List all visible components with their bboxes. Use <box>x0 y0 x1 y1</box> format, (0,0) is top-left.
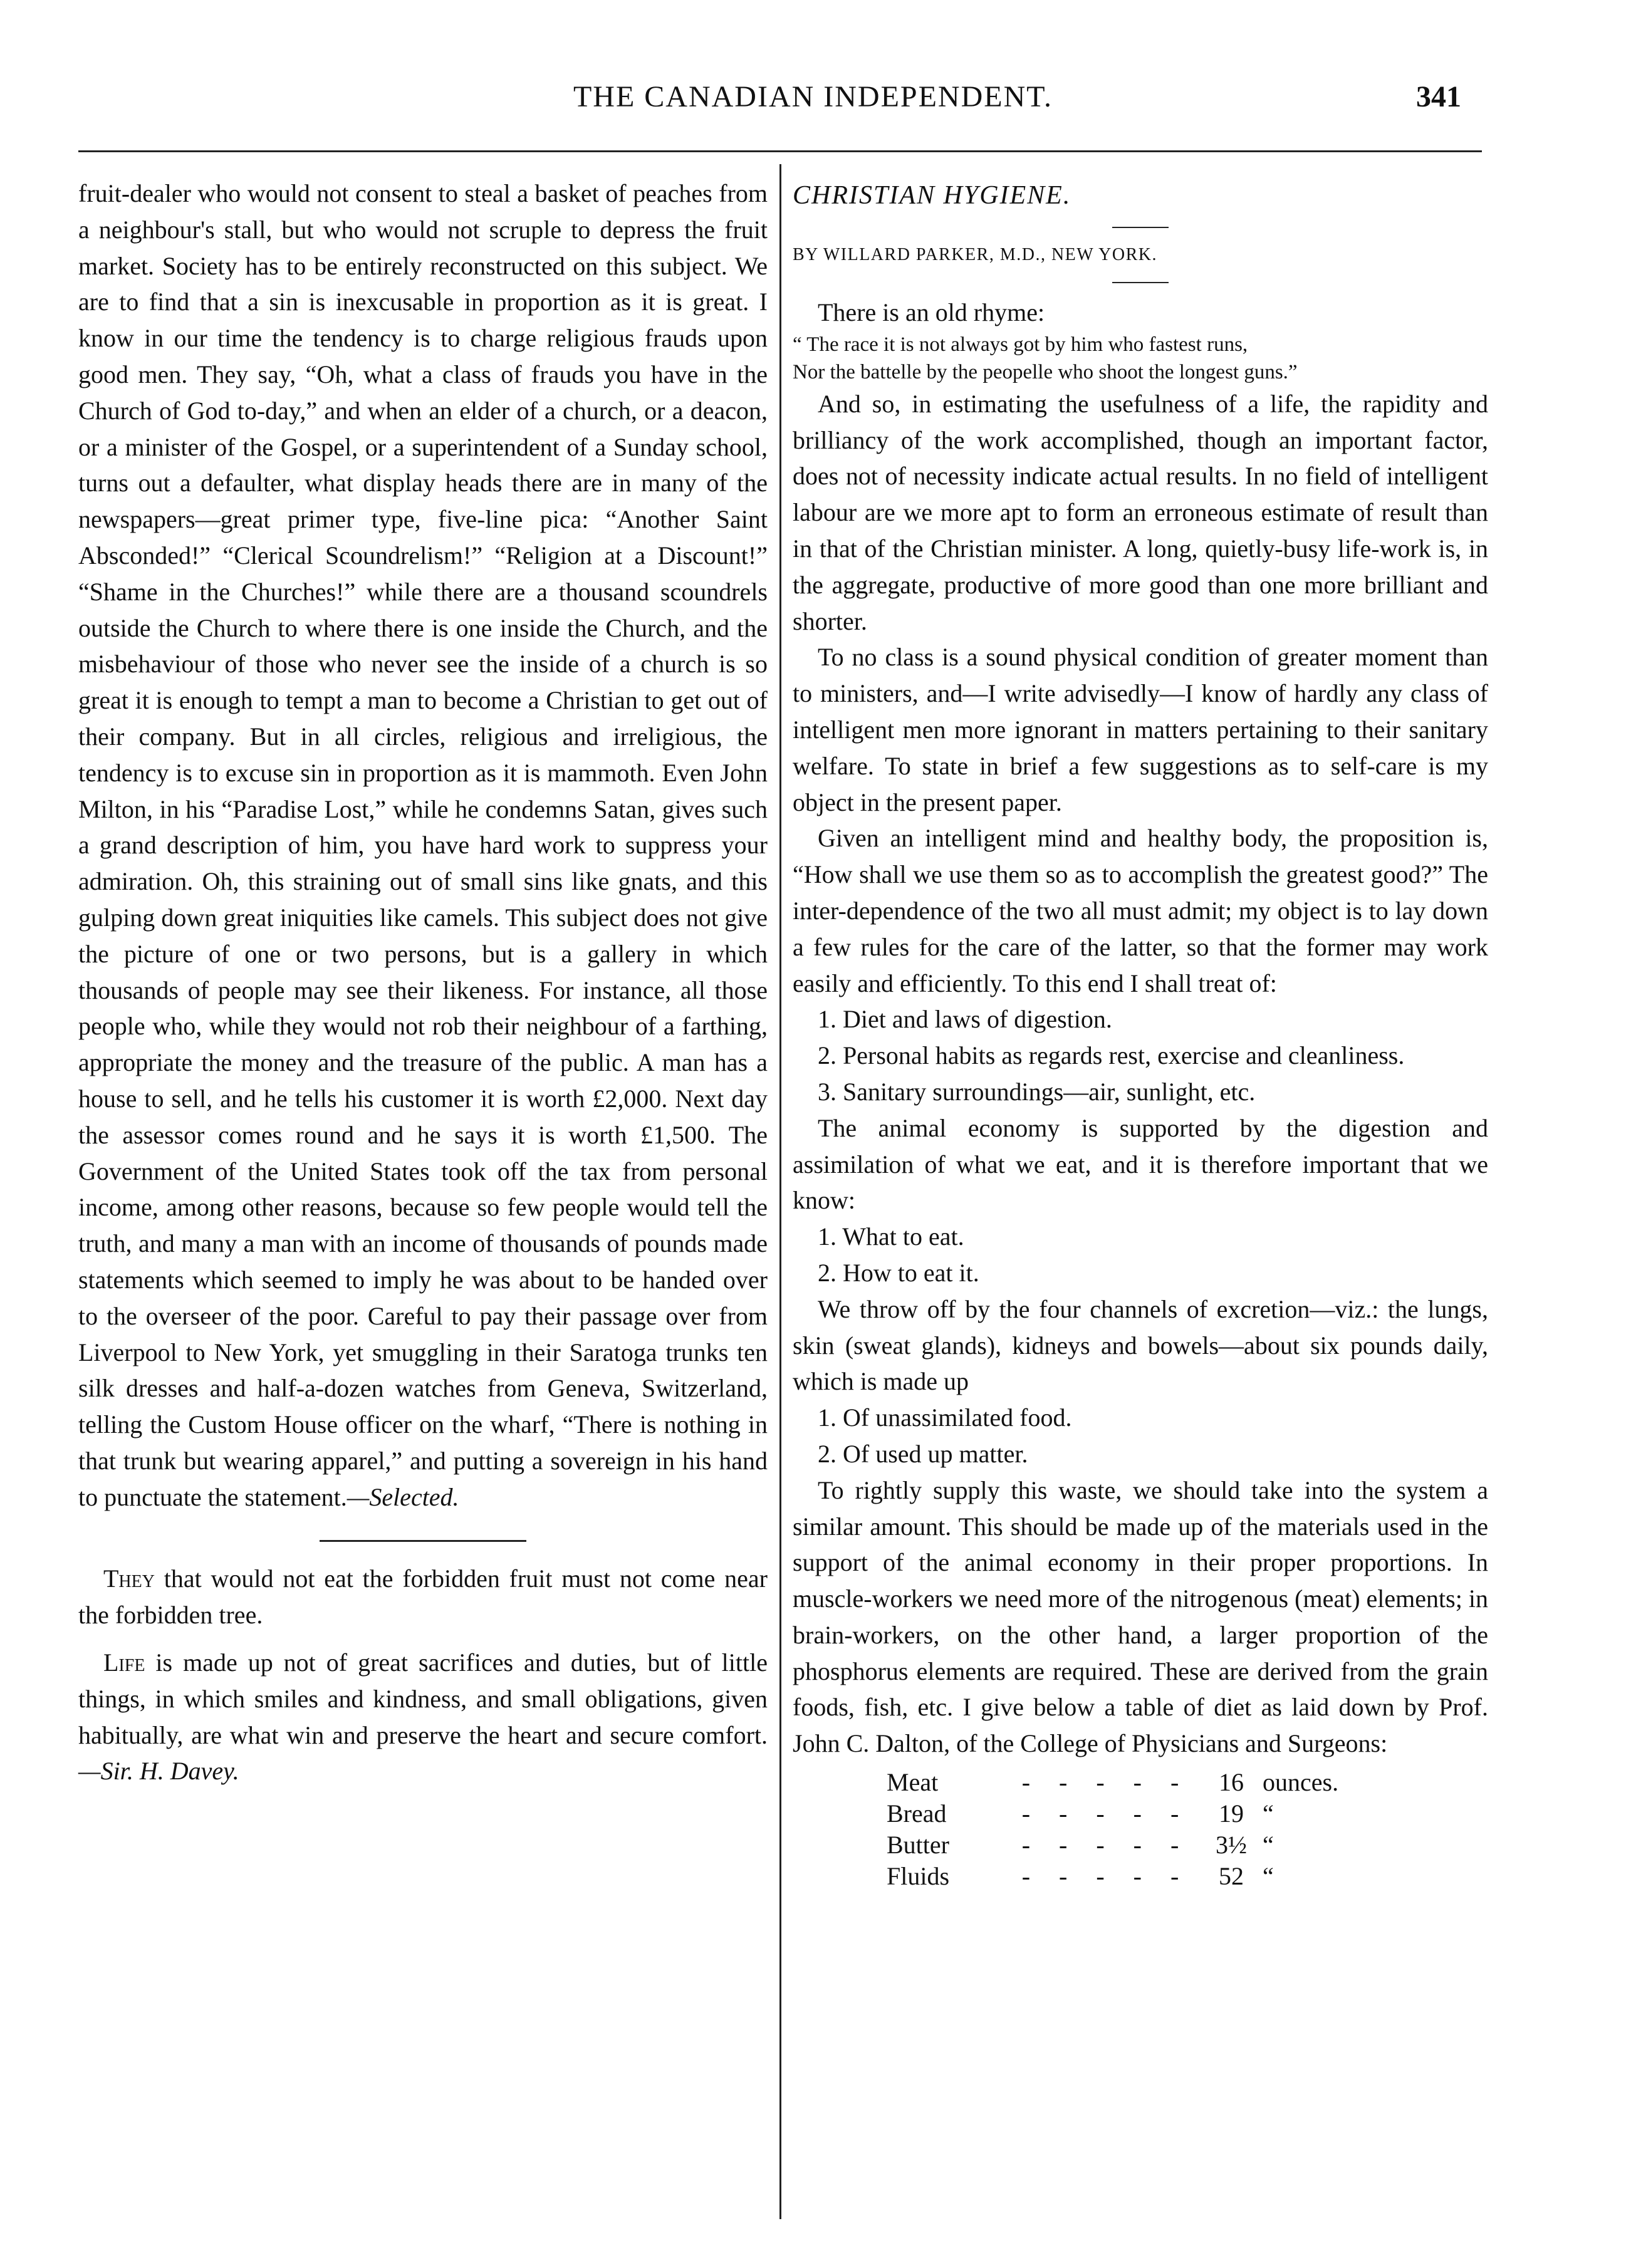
list-item: 1. Of unassimilated food. <box>818 1403 1072 1432</box>
paragraph: To no class is a sound physical condition of greater moment than to ministers, and—I write advisedly—I know of hardly any class of intelligent men more ignorant in matters pertaining to their sanitary welfare. To state in brief a few suggestions as to self-care is my object in the present paper. <box>793 643 1488 816</box>
page-number: 341 <box>1416 80 1461 113</box>
diet-unit: “ <box>1263 1799 1274 1828</box>
diet-quantity: 19 <box>1219 1799 1244 1828</box>
diet-quantity: 16 <box>1219 1768 1244 1797</box>
rhyme-line: Nor the battelle by the peopelle who shoot the longest guns.” <box>793 360 1298 383</box>
paragraph: Given an intelligent mind and healthy body, the proposition is, “How shall we use them so as to accomplish the greatest good?” The inter-dependence of the two all must admit; my object is to lay down a few rules for the care of the latter, so that the former may work easily and efficiently. To this end I shall treat of: <box>793 824 1488 997</box>
diet-food: Butter <box>887 1831 949 1860</box>
paragraph: And so, in estimating the usefulness of a life, the rapidity and brilliancy of the work accomplished, though an important factor, does not of necessity indicate actual results. In no field of intelligent labour are we more apt to form an erroneous estimate of result than in that of the Christian minister. A long, quietly-busy life-work is, in the aggregate, productive of more good than one more brilliant and shorter. <box>793 389 1488 635</box>
diet-table <box>887 1767 1419 1892</box>
note-text: is made up not of great sacrifices and duties, but of little things, in which smiles and kindness, and small obligations, given habitually, are what win and preserve the heart and secure comfort. <box>78 1648 768 1749</box>
diet-unit: “ <box>1263 1862 1274 1891</box>
dot-leader: - - - - - <box>1021 1799 1191 1828</box>
rhyme-line: “ The race it is not always got by him who fastest runs, <box>793 333 1248 356</box>
dot-leader: - - - - - <box>1021 1768 1191 1797</box>
article-byline: BY WILLARD PARKER, M.D., NEW YORK. <box>793 245 1157 264</box>
list-item: 3. Sanitary surroundings—air, sunlight, etc. <box>818 1077 1256 1106</box>
page-header <box>0 75 1626 125</box>
note-author: —Sir. H. Davey. <box>78 1757 239 1786</box>
list-item: 2. How to eat it. <box>818 1258 979 1287</box>
rhyme-quote <box>793 331 1488 386</box>
byline-rule <box>1112 282 1169 283</box>
table-row <box>887 1767 1419 1798</box>
article-continuation <box>78 175 768 1515</box>
article-source: —Selected. <box>347 1482 459 1511</box>
table-row <box>887 1861 1419 1892</box>
filler-note-forbidden-fruit <box>78 1561 768 1633</box>
diet-food: Bread <box>887 1799 947 1828</box>
note-lead: They <box>103 1564 155 1593</box>
dot-leader: - - - - - <box>1021 1831 1191 1860</box>
paragraph: To rightly supply this waste, we should take into the system a similar amount. This should be made up of the materials used in the support of the animal economy in their proper proportions. In muscle-workers we need more of the nitrogenous (meat) elements; in brain-workers, on the other hand, a larger proportion of the phosphorus elements are required. These are derived from the grain foods, fish, etc. I give below a table of diet as laid down by Prof. John C. Dalton, of the College of Physicians and Surgeons: <box>793 1475 1488 1758</box>
list-item: 2. Personal habits as regards rest, exercise and cleanliness. <box>818 1041 1405 1070</box>
list-item: 1. What to eat. <box>818 1222 964 1251</box>
column-divider <box>779 164 781 2219</box>
paragraph: The animal economy is supported by the digestion and assimilation of what we eat, and it is therefore important that we know: <box>793 1113 1488 1215</box>
table-row <box>887 1829 1419 1861</box>
right-column <box>793 175 1488 1892</box>
diet-food: Meat <box>887 1768 939 1797</box>
diet-unit: “ <box>1263 1831 1274 1860</box>
section-rule <box>320 1540 526 1542</box>
diet-unit: ounces. <box>1263 1768 1339 1797</box>
publication-title: THE CANADIAN INDEPENDENT. <box>573 80 1053 113</box>
header-rule <box>78 150 1482 152</box>
intro-line: There is an old rhyme: <box>818 298 1045 326</box>
table-row <box>887 1798 1419 1829</box>
diet-food: Fluids <box>887 1862 950 1891</box>
left-column <box>78 175 768 1789</box>
list-item: 1. Diet and laws of digestion. <box>818 1005 1112 1034</box>
diet-quantity: 52 <box>1219 1862 1244 1891</box>
article-continuation-text: fruit-dealer who would not consent to steal a basket of peaches from a neighbour's stall, but who would not scruple to depress the fruit market. Society has to be entirely reconstructed on this subject. We are to find that a sin is inexcusable in proportion as it is great. I know in our time the tendency is to charge religious frauds upon good men. They say, “Oh, what a class of frauds you have in the Church of God to-day,” and when an elder of a church, or a deacon, or a minister of the Gospel, or a superintendent of a Sunday school, turns out a defaulter, what display heads there are in many of the newspapers—great primer type, five-line pica: “Another Saint Absconded!” “Clerical Scoundrelism!” “Religion at a Discount!” “Shame in the Churches!” while there are a thousand scoundrels outside the Church to where there is one inside the Church, and the misbehaviour of those who never see the inside of a church is so great it is enough to tempt a man to become a Christian to get out of their company. But in all circles, religious and irreligious, the tendency is to excuse sin in proportion as it is mammoth. Even John Milton, in his “Paradise Lost,” while he condemns Satan, gives such a grand description of him, you have hard work to suppress your admiration. Oh, this straining out of small sins like gnats, and this gulping down great iniquities like camels. This subject does not give the picture of one or two persons, but is a gallery in which thousands of people may see their likeness. For instance, all those people who, while they would not rob their neighbour of a farthing, appropriate the money and the treasure of the public. A man has a house to sell, and he tells his customer it is worth £2,000. Next day the assessor comes round and he says it is worth £1,500. The Government of the United States took off the tax from personal income, among other reasons, because so few people would tell the truth, and many a man with an income of thousands of pounds made statements which seemed to imply he was about to be handed over to the overseer of the poor. Careful to pay their passage over from Liverpool to New York, yet smuggling in their Saratoga trunks ten silk dresses and half-a-dozen watches from Geneva, Switzerland, telling the Custom House officer on the wharf, “There is nothing in that trunk but wearing apparel,” and putting a sovereign in his hand to punctuate the statement. <box>78 179 768 1511</box>
note-lead: Life <box>103 1648 145 1677</box>
title-rule <box>1112 227 1169 228</box>
diet-quantity: 3½ <box>1216 1831 1247 1860</box>
list-item: 2. Of used up matter. <box>818 1439 1028 1468</box>
note-text: that would not eat the forbidden fruit must not come near the forbidden tree. <box>78 1564 768 1630</box>
dot-leader: - - - - - <box>1021 1862 1191 1891</box>
article-title: CHRISTIAN HYGIENE. <box>793 181 1071 210</box>
paragraph: We throw off by the four channels of excretion—viz.: the lungs, skin (sweat glands), kidneys and bowels—about six pounds daily, which is made up <box>793 1294 1488 1396</box>
filler-note-life <box>78 1645 768 1789</box>
